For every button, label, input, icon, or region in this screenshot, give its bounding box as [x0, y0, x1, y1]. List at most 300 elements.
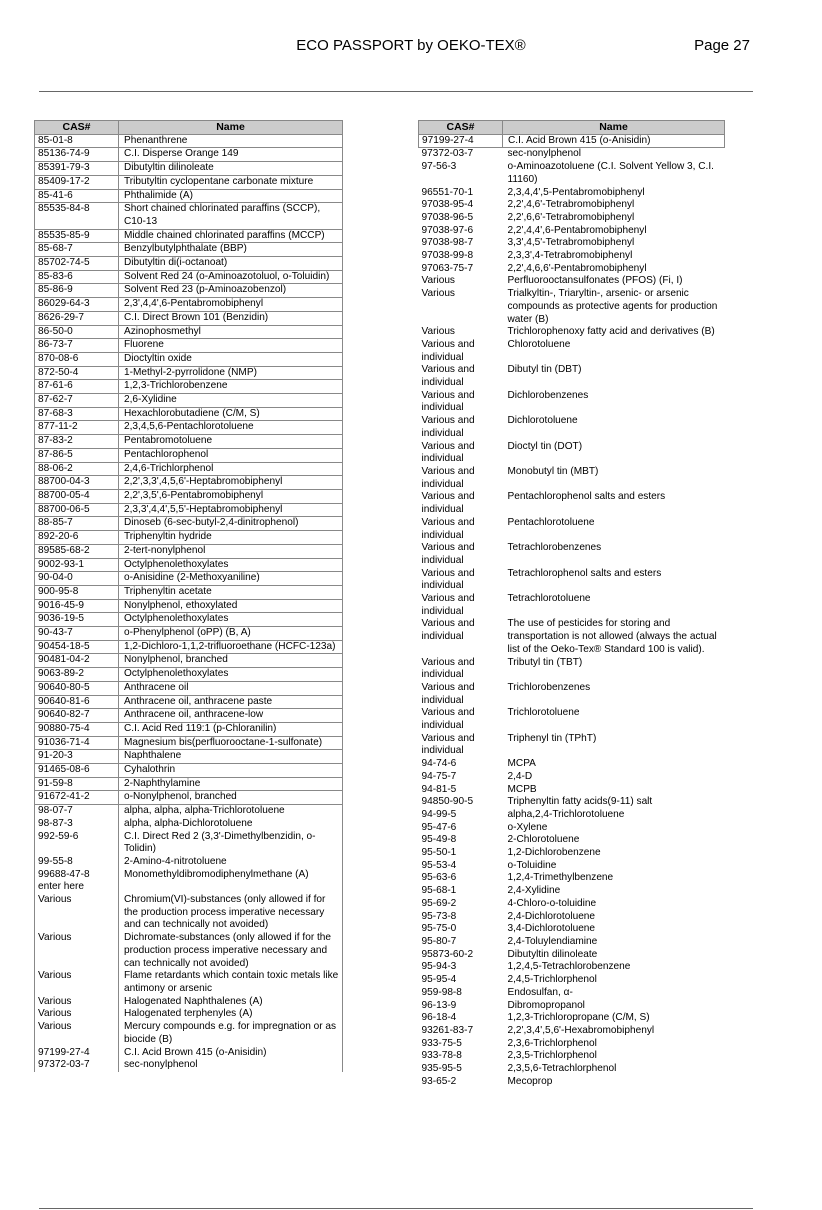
- name-cell: 2,4,5-Trichlorphenol: [507, 974, 597, 986]
- table-row: [35, 750, 343, 764]
- table-row: [35, 243, 343, 257]
- table-row: [419, 1050, 725, 1063]
- cas-cell: 94-81-5: [421, 783, 457, 795]
- name-cell: C.I. Acid Red 119:1 (p-Chloranilin): [119, 722, 343, 736]
- cas-cell: 99-55-8: [35, 856, 119, 869]
- cas-cell: 98-87-3: [35, 818, 119, 831]
- name-cell: Chlorotoluene: [507, 338, 571, 350]
- table-row: [35, 585, 343, 599]
- name-cell: MCPB: [507, 783, 537, 795]
- cas-cell: 933-75-5: [421, 1037, 462, 1049]
- table-row: [419, 1063, 725, 1076]
- cas-cell: Various and individual: [421, 338, 475, 363]
- cas-cell: 90454-18-5: [35, 640, 119, 654]
- cas-cell: 90640-80-5: [35, 681, 119, 695]
- table-row: [35, 476, 343, 490]
- cas-cell: 88-85-7: [35, 517, 119, 531]
- name-cell: 1,2,3-Trichlorobenzene: [119, 380, 343, 394]
- name-cell: MCPA: [507, 758, 536, 770]
- table-row: [419, 911, 725, 924]
- name-cell: 2,2',3,4',5,6'-Hexabromobiphenyl: [507, 1024, 655, 1036]
- cas-cell: Various and individual: [421, 707, 475, 732]
- name-cell: Dichlorotoluene: [507, 415, 578, 427]
- table-row: [35, 572, 343, 586]
- name-cell: 1,2,3-Trichloropropane (C/M, S): [507, 1012, 650, 1024]
- name-cell: 2,4-D: [507, 770, 533, 782]
- cas-cell: Various: [35, 932, 119, 970]
- table-row: [419, 415, 725, 440]
- table-row: [419, 326, 725, 339]
- name-cell: Halogenated terphenyles (A): [119, 1008, 343, 1021]
- table-row: [419, 1025, 725, 1038]
- table-row: [35, 681, 343, 695]
- name-cell: Halogenated Naphthalenes (A): [119, 996, 343, 1009]
- name-cell: 2,3,6-Trichlorphenol: [507, 1037, 597, 1049]
- cas-cell: 935-95-5: [421, 1063, 462, 1075]
- table-row: [35, 996, 343, 1009]
- cas-cell: 85409-17-2: [35, 175, 119, 189]
- table-row: [419, 148, 725, 161]
- name-cell: Endosulfan, α-: [507, 986, 573, 998]
- name-cell: Anthracene oil, anthracene-low: [119, 709, 343, 723]
- name-cell: Trichlorophenoxy fatty acid and derivatives (B): [507, 326, 715, 338]
- name-cell: o-Nonylphenol, branched: [119, 791, 343, 805]
- name-cell: 2,3',4,4',6-Pentabromobiphenyl: [119, 298, 343, 312]
- cas-cell: 91672-41-2: [35, 791, 119, 805]
- name-cell: 3,4-Dichlorotoluene: [507, 923, 596, 935]
- column-header-cas: CAS#: [35, 121, 119, 135]
- table-row: [419, 898, 725, 911]
- name-cell: Phthalimide (A): [119, 189, 343, 203]
- cas-cell: Various and individual: [421, 593, 475, 617]
- cas-cell: 97372-03-7: [421, 148, 474, 160]
- table-row: [419, 237, 725, 250]
- cas-cell: 85391-79-3: [35, 162, 119, 176]
- cas-cell: 98-07-7: [35, 805, 119, 818]
- table-row: [35, 1021, 343, 1046]
- name-cell: Anthracene oil: [119, 681, 343, 695]
- table-row: [419, 974, 725, 987]
- table-row: [35, 791, 343, 805]
- name-cell: Dibutyl tin (DBT): [507, 364, 582, 376]
- cas-cell: 95-47-6: [421, 821, 457, 833]
- name-cell: o-Toluidine: [507, 859, 557, 871]
- name-cell: 1-Methyl-2-pyrrolidone (NMP): [119, 366, 343, 380]
- name-cell: 2,4-Xylidine: [507, 885, 561, 897]
- table-row: [419, 441, 725, 466]
- table-row: [419, 860, 725, 873]
- name-cell: The use of pesticides for storing and transportation is not allowed (always the actual list of the Oeko-Tex® Standard 100 is valid).: [507, 618, 717, 655]
- table-row: [35, 764, 343, 778]
- name-cell: o-Xylene: [507, 821, 548, 833]
- table-row: [35, 1059, 343, 1072]
- document-title: ECO PASSPORT by OEKO-TEX®: [296, 37, 526, 54]
- table-row: [35, 640, 343, 654]
- cas-cell: 85702-74-5: [35, 257, 119, 271]
- table-header-row: [35, 121, 343, 135]
- name-cell: 2,3,4,5,6-Pentachlorotoluene: [119, 421, 343, 435]
- table-row: [35, 869, 343, 894]
- cas-cell: 85-83-6: [35, 270, 119, 284]
- name-cell: 2,2',3,3',4,5,6'-Heptabromobiphenyl: [119, 476, 343, 490]
- cas-cell: 86-50-0: [35, 325, 119, 339]
- name-cell: Triphenyl tin (TPhT): [507, 732, 597, 744]
- cas-cell: 96-13-9: [421, 999, 457, 1011]
- table-row: [35, 627, 343, 641]
- table-row: [419, 225, 725, 238]
- cas-cell: Various and individual: [421, 542, 475, 566]
- name-cell: 2,3,5-Trichlorphenol: [507, 1050, 597, 1062]
- cas-cell: 97038-97-6: [421, 224, 474, 236]
- table-row: [35, 1047, 343, 1060]
- cas-cell: 85-86-9: [35, 284, 119, 298]
- table-row: [419, 250, 725, 263]
- name-cell: Dinoseb (6-sec-butyl-2,4-dinitrophenol): [119, 517, 343, 531]
- name-cell: Monobutyl tin (MBT): [507, 465, 599, 477]
- name-cell: Mercury compounds e.g. for impregnation or as biocide (B): [119, 1021, 343, 1046]
- table-row: [419, 1038, 725, 1051]
- table-row: [419, 923, 725, 936]
- name-cell: Dioctyltin oxide: [119, 352, 343, 366]
- cas-cell: 90640-82-7: [35, 709, 119, 723]
- table-row: [419, 275, 725, 288]
- table-body: [35, 134, 343, 1072]
- table-row: [35, 407, 343, 421]
- cas-cell: Various and individual: [421, 516, 475, 541]
- cas-cell: 97063-75-7: [421, 262, 474, 274]
- name-cell: Trichlorobenzenes: [507, 681, 591, 693]
- cas-cell: 97038-99-8: [421, 250, 474, 262]
- cas-cell: 95-94-3: [421, 961, 457, 973]
- name-cell: 2,2',3,5',6-Pentabromobiphenyl: [119, 489, 343, 503]
- cas-cell: 959-98-8: [421, 986, 462, 998]
- table-row: [35, 654, 343, 668]
- name-cell: Dibutyltin di(i-octanoat): [119, 257, 343, 271]
- cas-cell: 87-61-6: [35, 380, 119, 394]
- cas-cell: 94-75-7: [421, 770, 457, 782]
- cas-cell: 85-01-8: [35, 134, 119, 148]
- table-row: [35, 668, 343, 682]
- cas-cell: Various and individual: [421, 567, 475, 592]
- cas-cell: Various: [35, 970, 119, 995]
- table-row: [35, 366, 343, 380]
- cas-cell: 99688-47-8 enter here: [35, 869, 119, 894]
- table-row: [35, 489, 343, 503]
- table-row: [419, 466, 725, 491]
- cas-cell: 95-50-1: [421, 847, 457, 859]
- table-row: [419, 542, 725, 567]
- cas-cell: 95-95-4: [421, 974, 457, 986]
- table-row: [35, 298, 343, 312]
- name-cell: Tributyltin cyclopentane carbonate mixture: [119, 175, 343, 189]
- name-cell: 2,2',4,6,6'-Pentabromobiphenyl: [507, 262, 647, 274]
- table-row: [419, 187, 725, 200]
- table-row: [419, 364, 725, 389]
- cas-cell: 95-69-2: [421, 897, 457, 909]
- name-cell: Azinophosmethyl: [119, 325, 343, 339]
- name-cell: 2,3,3',4-Tetrabromobiphenyl: [507, 250, 633, 262]
- name-cell: Mecoprop: [507, 1075, 553, 1087]
- name-cell: alpha,2,4-Trichlorotoluene: [507, 808, 625, 820]
- name-cell: Triphenyltin hydride: [119, 531, 343, 545]
- table-row: [419, 707, 725, 732]
- cas-cell: 95873-60-2: [421, 948, 474, 960]
- name-cell: 2,2',4,6'-Tetrabromobiphenyl: [507, 199, 635, 211]
- table-row: [35, 203, 343, 229]
- table-row: [35, 311, 343, 325]
- table-row: [35, 394, 343, 408]
- cas-cell: 85136-74-9: [35, 148, 119, 162]
- cas-cell: 96-18-4: [421, 1012, 457, 1024]
- table-row: [419, 796, 725, 809]
- table-row: [35, 435, 343, 449]
- name-cell: 2-Naphthylamine: [119, 777, 343, 791]
- table-row: [419, 809, 725, 822]
- table-row: [419, 491, 725, 516]
- cas-cell: Various and individual: [421, 656, 475, 681]
- cas-cell: Various and individual: [421, 415, 475, 439]
- column-header-name: Name: [119, 121, 343, 135]
- name-cell: o-Phenylphenol (oPP) (B, A): [119, 627, 343, 641]
- name-cell: 2,2',6,6'-Tetrabromobiphenyl: [507, 211, 635, 223]
- name-cell: Benzylbutylphthalate (BBP): [119, 243, 343, 257]
- table-row: [35, 352, 343, 366]
- table-row: [419, 784, 725, 797]
- name-cell: Octylphenolethoxylates: [119, 613, 343, 627]
- table-row: [419, 1076, 725, 1089]
- cas-cell: 872-50-4: [35, 366, 119, 380]
- cas-cell: 88700-05-4: [35, 489, 119, 503]
- table-row: [419, 682, 725, 707]
- cas-cell: 892-20-6: [35, 531, 119, 545]
- table-row: [35, 970, 343, 995]
- name-cell: 2-Chlorotoluene: [507, 834, 580, 846]
- name-cell: alpha, alpha, alpha-Trichlorotoluene: [119, 805, 343, 818]
- cas-cell: Various and individual: [421, 389, 475, 414]
- table-row: [35, 818, 343, 831]
- cas-cell: 89585-68-2: [35, 544, 119, 558]
- cas-cell: Various and individual: [421, 732, 475, 757]
- name-cell: 2,6-Xylidine: [119, 394, 343, 408]
- cas-cell: 97038-98-7: [421, 237, 474, 249]
- name-cell: Magnesium bis(perfluorooctane-1-sulfonate): [119, 736, 343, 750]
- cas-cell: Various and individual: [421, 681, 475, 706]
- cas-cell: 91-59-8: [35, 777, 119, 791]
- name-cell: Solvent Red 23 (p-Aminoazobenzol): [119, 284, 343, 298]
- cas-cell: 90880-75-4: [35, 722, 119, 736]
- name-cell: 1,2-Dichloro-1,1,2-trifluoroethane (HCFC-123a): [119, 640, 343, 654]
- cas-cell: Various: [421, 275, 455, 287]
- name-cell: Naphthalene: [119, 750, 343, 764]
- cas-cell: 93-65-2: [421, 1075, 457, 1087]
- name-cell: Anthracene oil, anthracene paste: [119, 695, 343, 709]
- cas-cell: 900-95-8: [35, 585, 119, 599]
- table-row: [35, 421, 343, 435]
- name-cell: Chromium(VI)-substances (only allowed if for the production process imperative necessary and can technically not avoided): [119, 894, 343, 932]
- table-row: [35, 134, 343, 148]
- name-cell: Hexachlorobutadiene (C/M, S): [119, 407, 343, 421]
- table-row: [35, 229, 343, 243]
- table-row: [419, 834, 725, 847]
- cas-cell: 9063-89-2: [35, 668, 119, 682]
- substance-table-left: [34, 120, 343, 1072]
- table-row: [35, 257, 343, 271]
- name-cell: Flame retardants which contain toxic metals like antimony or arsenic: [119, 970, 343, 995]
- name-cell: Dibutyltin dilinoleate: [507, 948, 598, 960]
- cas-cell: 9002-93-1: [35, 558, 119, 572]
- name-cell: C.I. Direct Brown 101 (Benzidin): [119, 311, 343, 325]
- name-cell: Perfluorooctansulfonates (PFOS) (Fi, I): [507, 275, 683, 287]
- cas-cell: Various: [35, 996, 119, 1009]
- cas-cell: 87-83-2: [35, 435, 119, 449]
- cas-cell: 90640-81-6: [35, 695, 119, 709]
- cas-cell: Various and individual: [421, 618, 475, 643]
- name-cell: Cyhalothrin: [119, 764, 343, 778]
- name-cell: 2-tert-nonylphenol: [119, 544, 343, 558]
- cas-cell: 86029-64-3: [35, 298, 119, 312]
- table-row: [419, 733, 725, 758]
- table-row: [419, 822, 725, 835]
- name-cell: Pentabromotoluene: [119, 435, 343, 449]
- name-cell: Triphenyltin acetate: [119, 585, 343, 599]
- cas-cell: 97-56-3: [421, 161, 457, 173]
- name-cell: Dichlorobenzenes: [507, 389, 589, 401]
- table-row: [35, 503, 343, 517]
- table-body: [419, 134, 725, 1088]
- table-row: [35, 339, 343, 353]
- name-cell: Trichlorotoluene: [507, 707, 580, 719]
- table-row: [35, 932, 343, 970]
- table-row: [419, 618, 725, 656]
- name-cell: Middle chained chlorinated paraffins (MCCP): [119, 229, 343, 243]
- cas-cell: 85535-84-8: [35, 203, 119, 229]
- cas-cell: 8626-29-7: [35, 311, 119, 325]
- name-cell: Monomethyldibromodiphenylmethane (A): [119, 869, 343, 894]
- cas-cell: 94-74-6: [421, 758, 457, 770]
- cas-cell: 97372-03-7: [35, 1059, 119, 1072]
- table-row: [35, 613, 343, 627]
- name-cell: Phenanthrene: [119, 134, 343, 148]
- name-cell: Trialkyltin-, Triaryltin-, arsenic- or arsenic compounds as protective agents for production water (B): [507, 288, 718, 325]
- name-cell: Pentachlorophenol: [119, 448, 343, 462]
- table-header-row: [419, 121, 725, 135]
- table-row: [419, 161, 725, 186]
- name-cell: Fluorene: [119, 339, 343, 353]
- table-row: [35, 736, 343, 750]
- cas-cell: 90-43-7: [35, 627, 119, 641]
- cas-cell: 94-99-5: [421, 808, 457, 820]
- table-row: [35, 284, 343, 298]
- table-row: [419, 872, 725, 885]
- cas-cell: 87-62-7: [35, 394, 119, 408]
- name-cell: Tetrachlorophenol salts and esters: [507, 567, 662, 579]
- cas-cell: 9016-45-9: [35, 599, 119, 613]
- table-row: [419, 212, 725, 225]
- name-cell: 1,2,4-Trimethylbenzene: [507, 872, 614, 884]
- cas-cell: 97038-95-4: [421, 199, 474, 211]
- table-row: [35, 695, 343, 709]
- name-cell: Triphenyltin fatty acids(9-11) salt: [507, 796, 653, 808]
- name-cell: o-Aminoazotoluene (C.I. Solvent Yellow 3, C.I. 11160): [507, 161, 714, 185]
- table-row: [419, 885, 725, 898]
- cas-cell: 93261-83-7: [421, 1024, 474, 1036]
- table-row: [35, 558, 343, 572]
- cas-cell: 91036-71-4: [35, 736, 119, 750]
- cas-cell: 85-68-7: [35, 243, 119, 257]
- cas-cell: 85535-85-9: [35, 229, 119, 243]
- cas-cell: 95-73-8: [421, 910, 457, 922]
- name-cell: 3,3',4,5'-Tetrabromobiphenyl: [507, 237, 635, 249]
- table-row: [419, 339, 725, 364]
- cas-cell: 933-78-8: [421, 1050, 462, 1062]
- cas-cell: 97038-96-5: [421, 211, 474, 223]
- cas-cell: 9036-19-5: [35, 613, 119, 627]
- cas-cell: 992-59-6: [35, 831, 119, 856]
- cas-cell: 877-11-2: [35, 421, 119, 435]
- table-row: [419, 517, 725, 542]
- cas-cell: Various: [421, 326, 455, 338]
- table-row: [419, 134, 725, 148]
- name-cell: 2,3,5,6-Tetrachlorphenol: [507, 1063, 617, 1075]
- table-row: [35, 162, 343, 176]
- cas-cell: 87-68-3: [35, 407, 119, 421]
- name-cell: Dichromate-substances (only allowed if for the production process imperative necessary and can technically not avoided): [119, 932, 343, 970]
- cas-cell: 95-63-6: [421, 872, 457, 884]
- cas-cell: Various and individual: [421, 491, 475, 516]
- table-row: [419, 936, 725, 949]
- table-row: [419, 949, 725, 962]
- cas-cell: Various: [35, 1021, 119, 1046]
- table-row: [419, 847, 725, 860]
- table-row: [35, 831, 343, 856]
- table-row: [419, 390, 725, 415]
- name-cell: 2,4-Dichlorotoluene: [507, 910, 596, 922]
- name-cell: 1,2-Dichlorobenzene: [507, 847, 601, 859]
- page-number: Page 27: [694, 37, 750, 54]
- name-cell: C.I. Direct Red 2 (3,3'-Dimethylbenzidin, o-Tolidin): [119, 831, 343, 856]
- table-row: [35, 517, 343, 531]
- name-cell: Solvent Red 24 (o-Aminoazotoluol, o-Toluidin): [119, 270, 343, 284]
- cas-cell: 95-68-1: [421, 885, 457, 897]
- table-row: [35, 531, 343, 545]
- table-row: [419, 263, 725, 276]
- table-row: [35, 270, 343, 284]
- name-cell: Tetrachlorotoluene: [507, 593, 591, 605]
- table-row: [35, 325, 343, 339]
- cas-cell: 95-80-7: [421, 936, 457, 947]
- table-row: [35, 894, 343, 932]
- cas-cell: 85-41-6: [35, 189, 119, 203]
- name-cell: Octylphenolethoxylates: [119, 558, 343, 572]
- table-row: [35, 380, 343, 394]
- name-cell: 2,4-Toluylendiamine: [507, 936, 598, 947]
- cas-cell: 96551-70-1: [421, 186, 474, 198]
- cas-cell: 88700-04-3: [35, 476, 119, 490]
- column-header-cas: CAS#: [419, 121, 503, 135]
- name-cell: Dibromopropanol: [507, 999, 585, 1011]
- cas-cell: 94850-90-5: [421, 796, 474, 808]
- name-cell: alpha, alpha-Dichlorotoluene: [119, 818, 343, 831]
- name-cell: C.I. Acid Brown 415 (o-Anisidin): [503, 134, 725, 148]
- table-row: [35, 148, 343, 162]
- footer-divider: [39, 1208, 753, 1209]
- name-cell: 1,2,4,5-Tetrachlorobenzene: [507, 961, 631, 973]
- cas-cell: 91465-08-6: [35, 764, 119, 778]
- table-row: [35, 777, 343, 791]
- cas-cell: Various and individual: [421, 364, 475, 389]
- table-row: [35, 805, 343, 818]
- table-row: [35, 462, 343, 476]
